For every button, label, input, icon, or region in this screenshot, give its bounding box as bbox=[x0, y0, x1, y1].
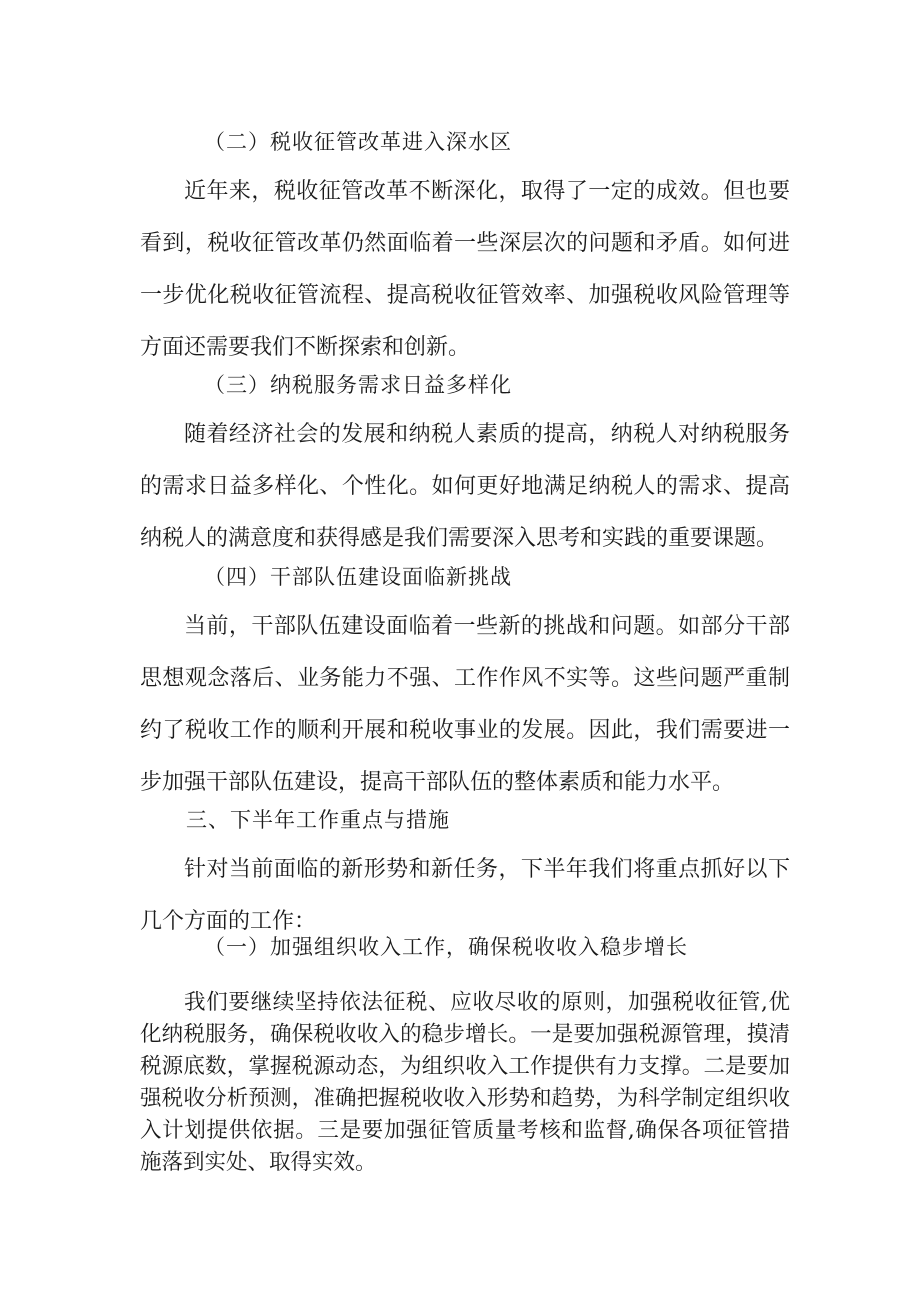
section-heading-4: （四）干部队伍建设面临新挑战 bbox=[204, 565, 512, 589]
paragraph-team: 当前，干部队伍建设面临着一些新的挑战和问题。如部分干部思想观念落后、业务能力不强、工作作风不实等。这些问题严重制约了税收工作的顺利开展和税收事业的发展。因此，我们需要进一步加强干部队伍建设，提高干部队伍的整体素质和能力水平。 bbox=[140, 614, 790, 795]
paragraph-service: 随着经济社会的发展和纳税人素质的提高，纳税人对纳税服务的需求日益多样化、个性化。如何更好地满足纳税人的需求、提高纳税人的满意度和获得感是我们需要深入思考和实践的重要课题。 bbox=[140, 422, 790, 551]
paragraph-reform: 近年来，税收征管改革不断深化，取得了一定的成效。但也要看到，税收征管改革仍然面临着一些深层次的问题和矛盾。如何进一步优化税收征管流程、提高税收征管效率、加强税收风险管理等方面还需要我们不断探索和创新。 bbox=[140, 179, 790, 360]
paragraph-revenue: 我们要继续坚持依法征税、应收尽收的原则，加强税收征管,优化纳税服务，确保税收收入的稳步增长。一是要加强税源管理，摸清税源底数，掌握税源动态，为组织收入工作提供有力支撑。二是要加强税收分析预测，准确把握税收收入形势和趋势，为科学制定组织收入计划提供依据。三是要加强征管质量考核和监督,确保各项征管措施落到实处、取得实效。 bbox=[140, 990, 790, 1175]
section-heading-3: （三）纳税服务需求日益多样化 bbox=[204, 373, 512, 397]
chapter-heading-3: 三、下半年工作重点与措施 bbox=[186, 808, 450, 832]
section-heading-2: （二）税收征管改革进入深水区 bbox=[204, 130, 512, 154]
section-heading-1: （一）加强组织收入工作，确保税收收入稳步增长 bbox=[204, 935, 688, 959]
paragraph-intro: 针对当前面临的新形势和新任务，下半年我们将重点抓好以下几个方面的工作： bbox=[140, 857, 790, 934]
